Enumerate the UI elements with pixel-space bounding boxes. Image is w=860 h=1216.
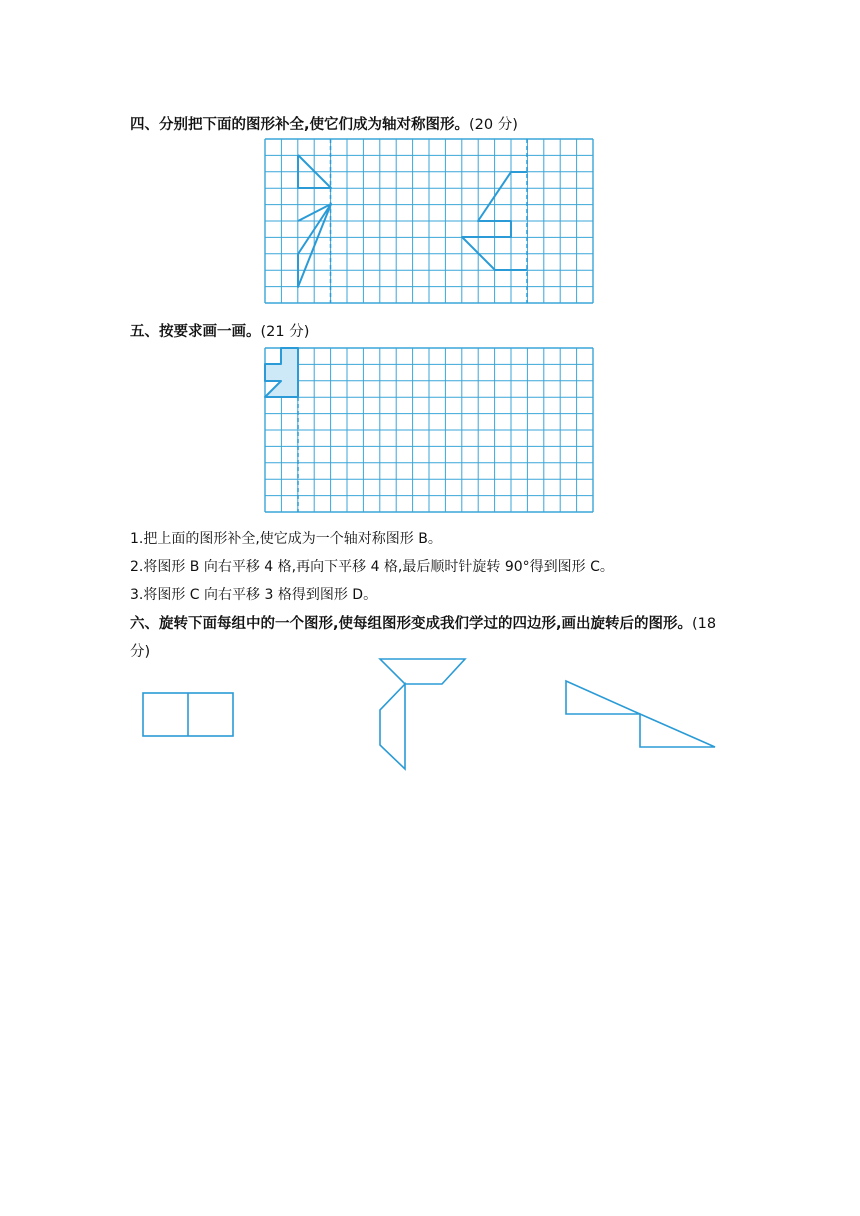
trapezoid-bottom bbox=[380, 684, 405, 769]
section6-score: (18 bbox=[692, 616, 717, 632]
triangle-lower bbox=[640, 714, 715, 747]
step-3: 3.将图形 C 向右平移 3 格得到图形 D。 bbox=[130, 587, 378, 603]
section5-title: 五、按要求画一画。 bbox=[130, 324, 261, 340]
section4-score: (20 分) bbox=[469, 117, 518, 133]
step-1: 1.把上面的图形补全,使它成为一个轴对称图形 B。 bbox=[130, 531, 442, 547]
section6-title: 六、旋转下面每组中的一个图形,使每组图形变成我们学过的四边形,画出旋转后的图形。 bbox=[130, 616, 693, 632]
trapezoid-top bbox=[380, 659, 465, 684]
triangle-upper bbox=[566, 681, 640, 714]
grid-drawing bbox=[265, 348, 593, 512]
section6-score-continued: 分) bbox=[130, 644, 151, 660]
step-2: 2.将图形 B 向右平移 4 格,再向下平移 4 格,最后顺时针旋转 90°得到图形 C。 bbox=[130, 559, 614, 575]
section5-score: (21 分) bbox=[260, 324, 310, 340]
group-3-triangles bbox=[566, 681, 715, 747]
section4-title: 四、分别把下面的图形补全,使它们成为轴对称图形。 bbox=[130, 117, 470, 133]
shape-b-half bbox=[265, 348, 298, 397]
rotation-groups bbox=[143, 659, 715, 769]
group-1-rectangles bbox=[143, 693, 233, 736]
grid-symmetry bbox=[265, 139, 593, 303]
group-2-trapezoids bbox=[380, 659, 465, 769]
